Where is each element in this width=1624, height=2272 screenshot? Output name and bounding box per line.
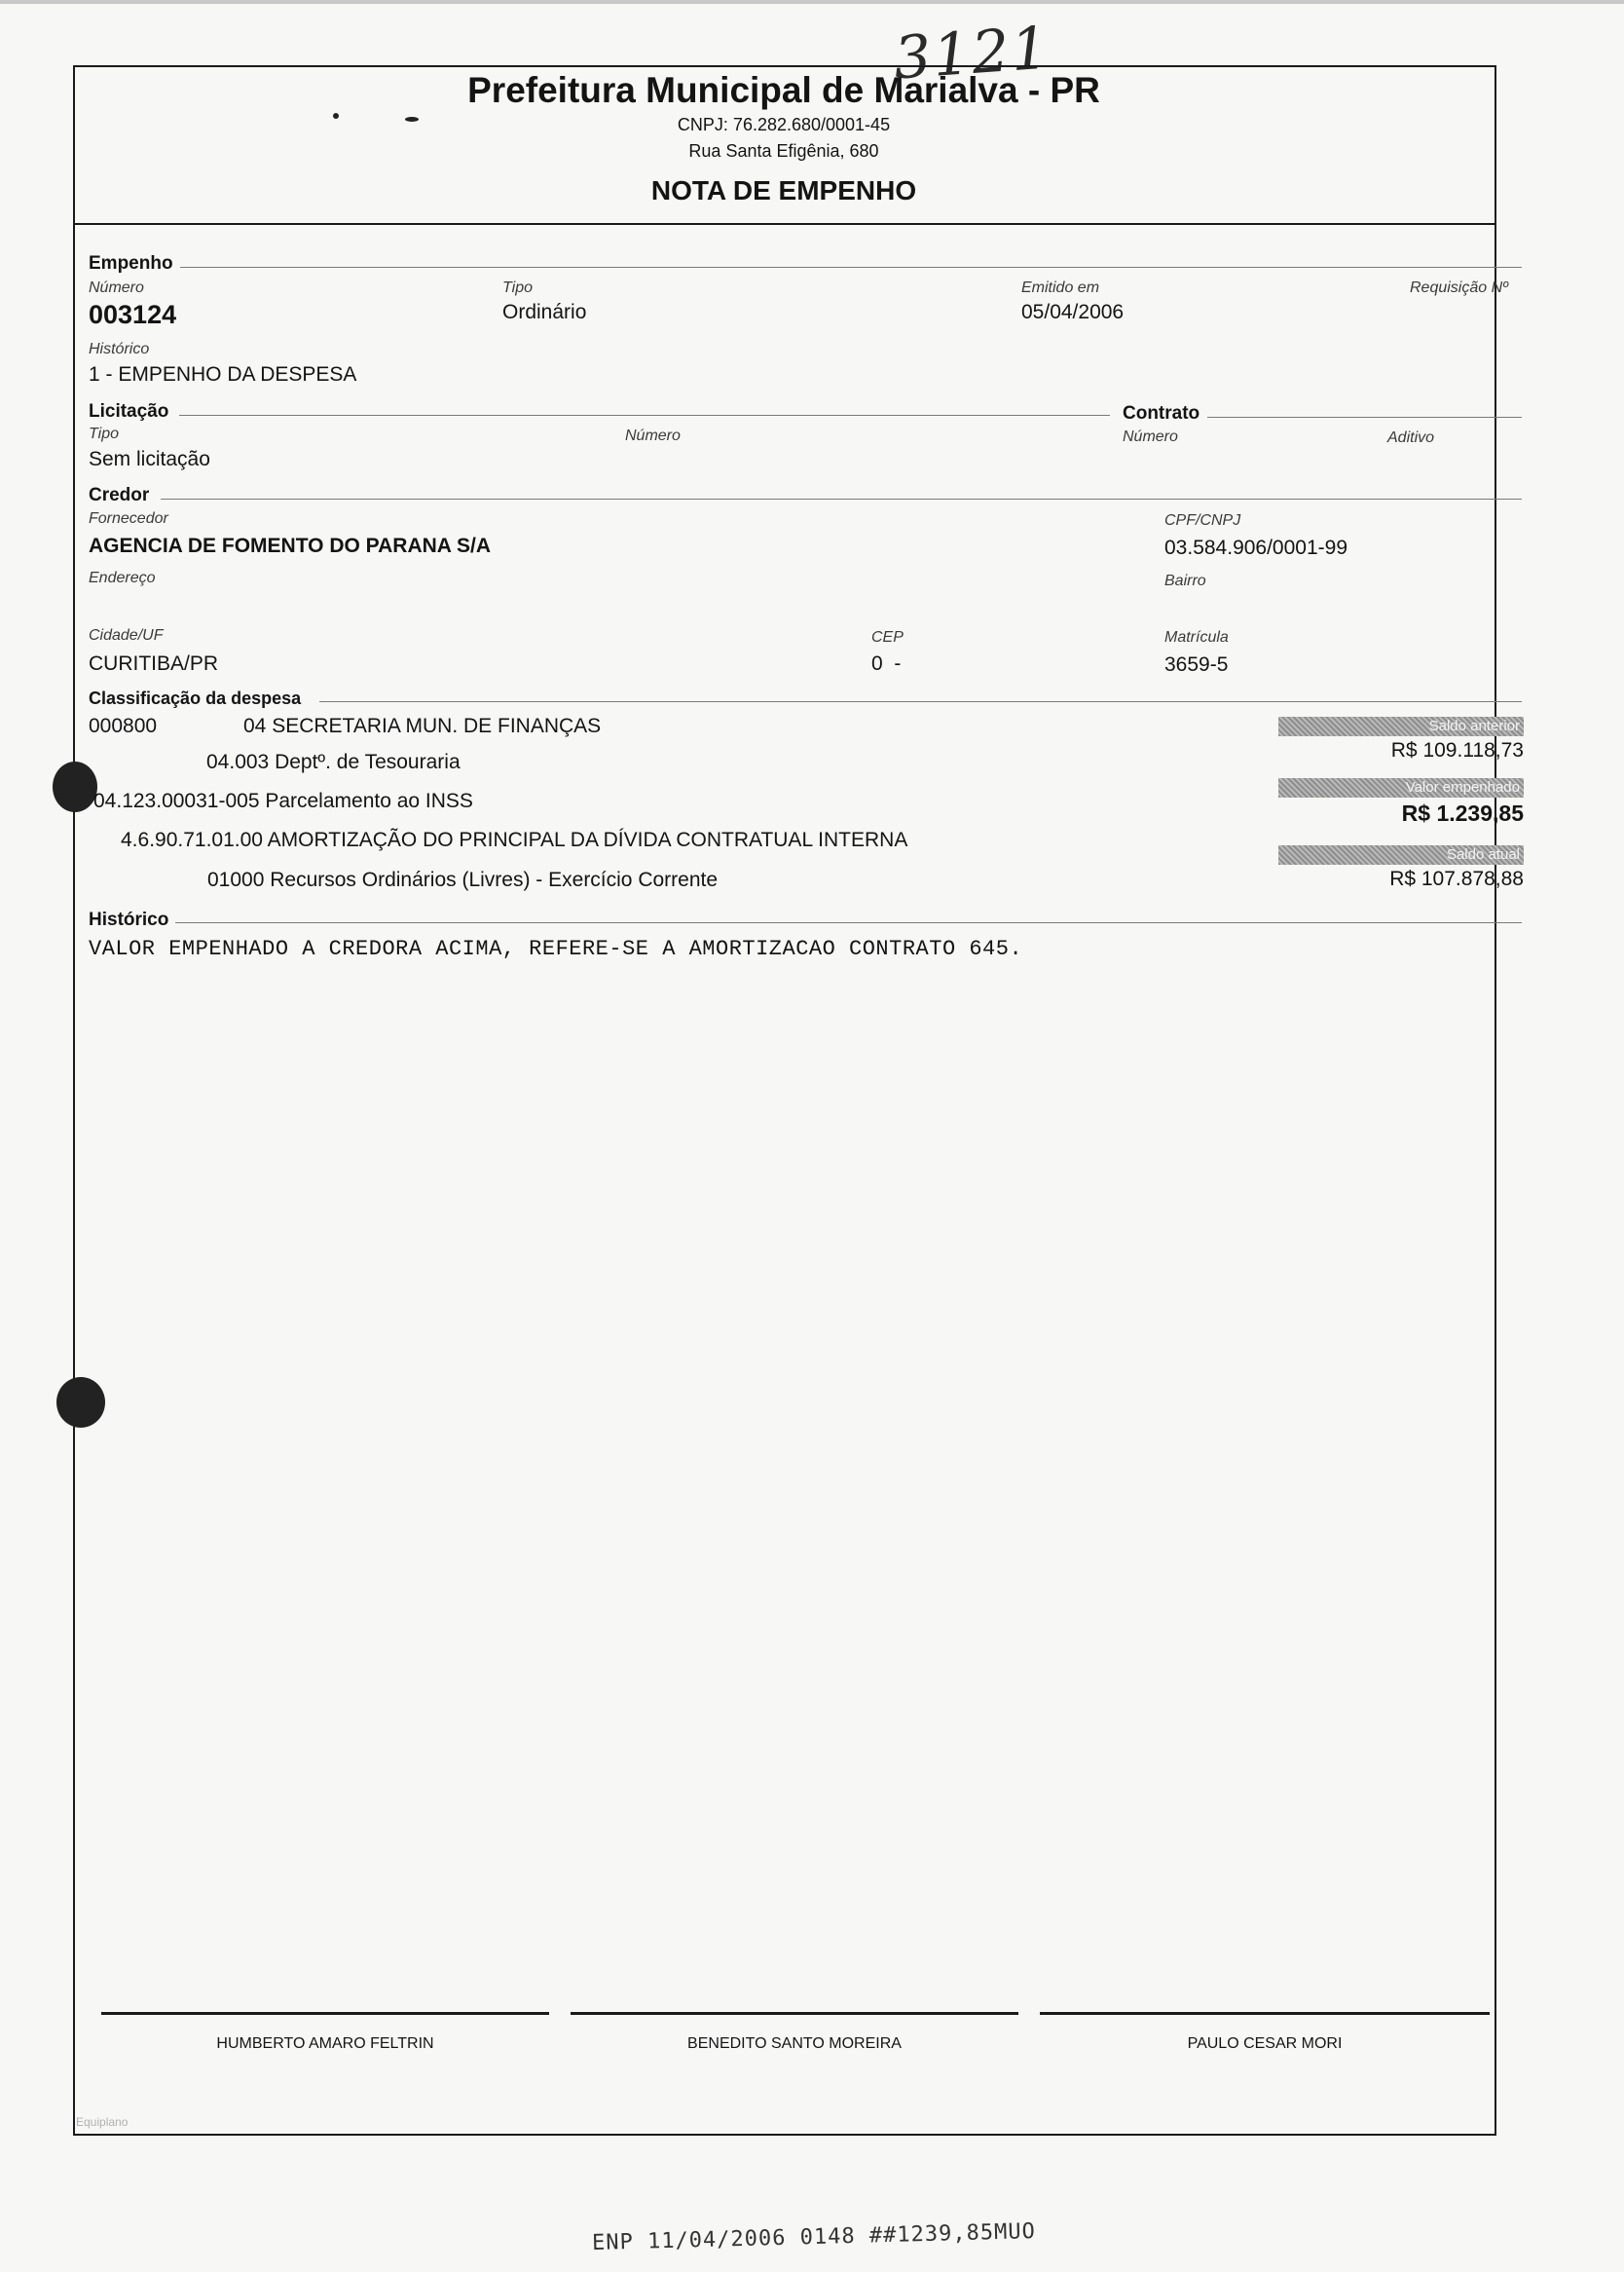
bairro-label: Bairro	[1164, 573, 1206, 589]
fornecedor-name: AGENCIA DE FOMENTO DO PARANA S/A	[89, 535, 492, 557]
licitacao-tipo-label: Tipo	[89, 426, 119, 442]
contrato-numero-label: Número	[1123, 428, 1178, 445]
classificacao-programa: 04.123.00031-005 Parcelamento ao INSS	[93, 790, 473, 812]
valor-empenhado-label: Valor empenhado	[1405, 779, 1520, 796]
section-empenho: Empenho	[89, 253, 173, 274]
empenho-numero: 003124	[89, 300, 177, 329]
valor-empenhado-bar	[1278, 778, 1524, 798]
matricula-value: 3659-5	[1164, 653, 1229, 676]
scan-speck	[405, 117, 419, 122]
municipality-cnpj: CNPJ: 76.282.680/0001-45	[677, 115, 891, 134]
emitido-date: 05/04/2006	[1021, 301, 1125, 323]
section-licitacao: Licitação	[89, 401, 169, 422]
machine-stamp: ENP 11/04/2006 0148 ##1239,85MUO	[591, 2219, 1037, 2255]
classificacao-departamento: 04.003 Deptº. de Tesouraria	[206, 751, 461, 773]
empenho-tipo-label: Tipo	[502, 279, 533, 296]
requisicao-label: Requisição Nº	[1410, 279, 1508, 296]
saldo-anterior-value: R$ 109.118,73	[1390, 739, 1524, 762]
empenho-historico: 1 - EMPENHO DA DESPESA	[89, 363, 357, 386]
cidade-uf: CURITIBA/PR	[89, 652, 219, 675]
emitido-label: Emitido em	[1021, 279, 1100, 296]
section-credor: Credor	[89, 485, 150, 505]
fornecedor-label: Fornecedor	[89, 510, 168, 527]
section-contrato: Contrato	[1123, 403, 1200, 424]
endereco-label: Endereço	[89, 570, 156, 586]
classificacao-fonte: 01000 Recursos Ordinários (Livres) - Exercício Corrente	[207, 869, 719, 891]
signature-name-2: BENEDITO SANTO MOREIRA	[687, 2035, 902, 2052]
document-title: NOTA DE EMPENHO	[650, 175, 917, 205]
cep-label: CEP	[871, 629, 904, 646]
saldo-atual-label: Saldo atual	[1446, 846, 1520, 863]
matricula-label: Matrícula	[1164, 629, 1229, 646]
scan-top-edge	[0, 0, 1624, 4]
scan-speck	[333, 113, 339, 119]
historico-text: VALOR EMPENHADO A CREDORA ACIMA, REFERE-SE A AMORTIZACAO CONTRATO 645.	[89, 937, 1023, 961]
section-rule	[180, 267, 1522, 268]
municipality-title: Prefeitura Municipal de Marialva - PR	[467, 70, 1100, 110]
signature-name-1: HUMBERTO AMARO FELTRIN	[216, 2035, 434, 2052]
saldo-atual-value: R$ 107.878,88	[1389, 868, 1524, 890]
municipality-address: Rua Santa Efigênia, 680	[688, 141, 879, 161]
classificacao-natureza: 4.6.90.71.01.00 AMORTIZAÇÃO DO PRINCIPAL DA DÍVIDA CONTRATUAL INTERNA	[121, 829, 908, 851]
section-rule	[1207, 417, 1522, 418]
handwritten-page-number: 3121	[891, 14, 1052, 93]
punch-hole-mark	[53, 762, 97, 812]
section-rule	[175, 922, 1522, 923]
cep-value: 0 -	[871, 652, 902, 675]
classificacao-code: 000800	[89, 715, 158, 737]
saldo-anterior-bar	[1278, 717, 1524, 736]
contrato-aditivo-label: Aditivo	[1387, 429, 1435, 446]
cpf-cnpj: 03.584.906/0001-99	[1164, 537, 1348, 559]
section-classificacao: Classificação da despesa	[89, 689, 302, 708]
software-footer: Equiplano	[76, 2115, 129, 2129]
saldo-anterior-label: Saldo anterior	[1428, 718, 1520, 734]
empenho-historico-label: Histórico	[89, 341, 150, 357]
section-rule	[161, 499, 1522, 500]
classificacao-secretaria: 04 SECRETARIA MUN. DE FINANÇAS	[243, 715, 602, 737]
saldo-atual-bar	[1278, 845, 1524, 865]
signature-name-3: PAULO CESAR MORI	[1187, 2035, 1343, 2052]
section-rule	[179, 415, 1110, 416]
empenho-tipo: Ordinário	[502, 301, 587, 323]
signature-line	[571, 2012, 1018, 2015]
cidade-label: Cidade/UF	[89, 627, 164, 644]
empenho-numero-label: Número	[89, 279, 144, 296]
licitacao-tipo: Sem licitação	[89, 448, 210, 470]
signature-line	[101, 2012, 549, 2015]
signature-line	[1040, 2012, 1490, 2015]
section-historico: Histórico	[89, 910, 169, 930]
valor-empenhado-value: R$ 1.239,85	[1401, 801, 1524, 826]
licitacao-numero-label: Número	[625, 428, 681, 444]
header-divider	[73, 223, 1495, 225]
section-rule	[319, 701, 1522, 702]
cpf-cnpj-label: CPF/CNPJ	[1164, 512, 1241, 529]
punch-hole-mark	[56, 1377, 105, 1428]
